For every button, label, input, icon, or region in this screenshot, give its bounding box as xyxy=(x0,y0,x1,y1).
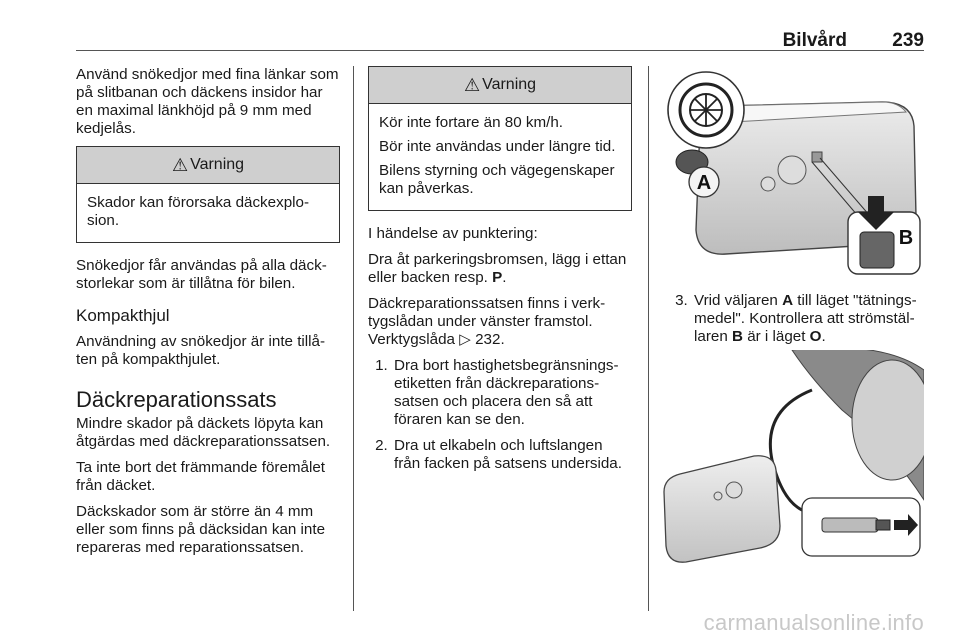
column-1 xyxy=(76,66,340,565)
warning-triangle-icon: ⚠ xyxy=(463,75,481,95)
repair-kit-paragraph-3: Däckskador som är större än 4 mm eller som finns på däcksidan kan inte repareras med reparationssatsen. xyxy=(76,503,326,556)
step-2: 2. Dra ut elkabeln och luftslangen från facken på satsens undersida. xyxy=(392,437,632,473)
page-header xyxy=(0,0,960,50)
step-1: 1. Dra bort hastighetsbegränsningsetiketten från däckreparationssatsen och placera den så att föraren kan se den. xyxy=(392,357,632,429)
step-3: 3. Vrid väljaren A till läget "tätningsmedel". Kontrollera att strömställaren B är i läget O. xyxy=(692,292,930,346)
warning-text: Skador kan förorsaka däckexplosion. xyxy=(87,194,310,229)
warning-line-3: Bilens styrning och vägegenskaper kan påverkas. xyxy=(379,162,615,197)
column-3-text xyxy=(668,292,930,354)
heading-repair-kit: Däckreparationssats xyxy=(76,387,277,412)
compressor-illustration-bottom xyxy=(662,350,924,564)
tire-size-paragraph: Snökedjor får användas på alla däckstorlekar som är tillåtna för bilen. xyxy=(76,257,327,292)
warning-box-1 xyxy=(76,146,340,243)
label-a: A xyxy=(696,172,712,194)
warning-triangle-icon: ⚠ xyxy=(171,155,189,175)
page-number: 239 xyxy=(892,30,924,51)
header-rule xyxy=(76,50,924,51)
watermark: carmanualsonline.info xyxy=(703,610,924,635)
heading-compact-wheel: Kompakthjul xyxy=(76,306,170,325)
warning-header xyxy=(77,147,339,184)
section-title: Bilvård xyxy=(782,30,847,51)
warning-label: Varning xyxy=(190,156,245,173)
warning-header xyxy=(369,67,631,104)
compressor-illustration-top xyxy=(662,66,924,278)
steps-list-continued xyxy=(668,292,930,346)
label-b: B xyxy=(898,227,914,249)
warning-line-2: Bör inte användas under längre tid. xyxy=(379,138,616,155)
puncture-paragraph: I händelse av punktering: xyxy=(368,225,538,242)
page-ref-link[interactable]: 232 xyxy=(475,331,501,348)
column-divider-2 xyxy=(648,66,649,611)
kit-location-paragraph: Däckreparationssatsen finns i verktygslådan under vänster framstol. Verktygslåda ▷ 232. xyxy=(368,295,606,348)
snow-chain-paragraph: Använd snökedjor med fina länkar som på slitbanan och däckens insidor har en maximal länkhöjd på 9 mm med kedjelås. xyxy=(76,66,339,137)
page-ref-icon: ▷ xyxy=(459,331,476,348)
column-divider-1 xyxy=(353,66,354,611)
compact-wheel-paragraph: Användning av snökedjor är inte tillåten på kompakthjulet. xyxy=(76,333,326,368)
steps-list xyxy=(368,357,632,473)
column-2 xyxy=(368,66,632,481)
warning-line-1: Kör inte fortare än 80 km/h. xyxy=(379,114,564,131)
parking-brake-paragraph: Dra åt parkeringsbromsen, lägg i ettan eller backen resp. P. xyxy=(368,251,627,286)
repair-kit-paragraph-2: Ta inte bort det främmande föremålet från däcket. xyxy=(76,459,326,494)
warning-box-2 xyxy=(368,66,632,211)
repair-kit-paragraph-1: Mindre skador på däckets löpyta kan åtgärdas med däckreparationssatsen. xyxy=(76,415,331,450)
warning-label: Varning xyxy=(482,76,537,93)
